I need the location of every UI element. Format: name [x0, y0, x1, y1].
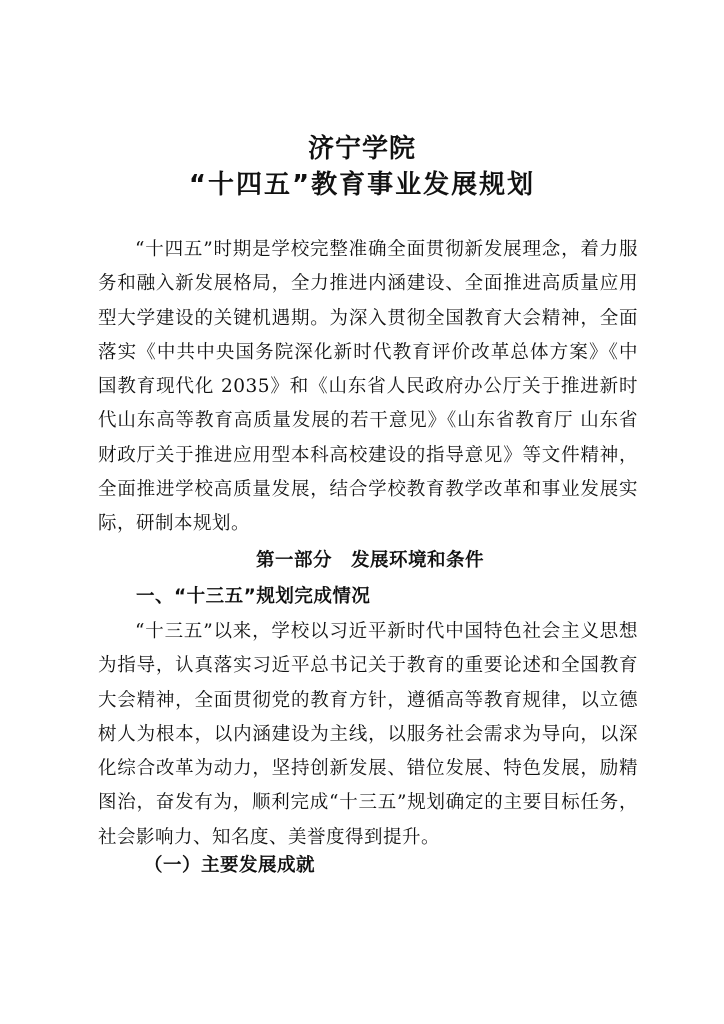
subsection-heading: （一）主要发展成就 [144, 855, 316, 876]
part-heading: 第一部分 发展环境和条件 [255, 550, 484, 571]
intro-paragraph: “十四五”时期是学校完整准确全面贯彻新发展理念，着力服务和融入新发展格局，全力推进内涵建设、全面推进高质量应用型大学建设的关键机遇期。为深入贯彻全国教育大会精神，全面落实《中共中央国务院深化新时代教育评价改革总体方案》《中国教育现代化 2035》和《山东省人民政府办公厅关于推进新时代山东高等教育高质量发展的若干意见》《山东省教育厅 山东省财政厅关于推进应用型本科高校建设的指导意见》等文件精神，全面推进学校高质量发展，结合学校教育教学改革和事业发展实际，研制本规划。 [98, 239, 638, 535]
document-title-institution: 济宁学院 [307, 134, 416, 164]
section-paragraph: “十三五”以来，学校以习近平新时代中国特色社会主义思想为指导，认真落实习近平总书记关于教育的重要论述和全国教育大会精神，全面贯彻党的教育方针，遵循高等教育规律，以立德树人为根本，以内涵建设为主线，以服务社会需求为导向，以深化综合改革为动力，坚持创新发展、错位发展、特色发展，励精图治，奋发有为，顺利完成“十三五”规划确定的主要目标任务，社会影响力、知名度、美誉度得到提升。 [98, 621, 638, 848]
section-heading: 一、“十三五”规划完成情况 [136, 586, 371, 607]
document-title-plan: “十四五”教育事业发展规划 [188, 170, 536, 200]
